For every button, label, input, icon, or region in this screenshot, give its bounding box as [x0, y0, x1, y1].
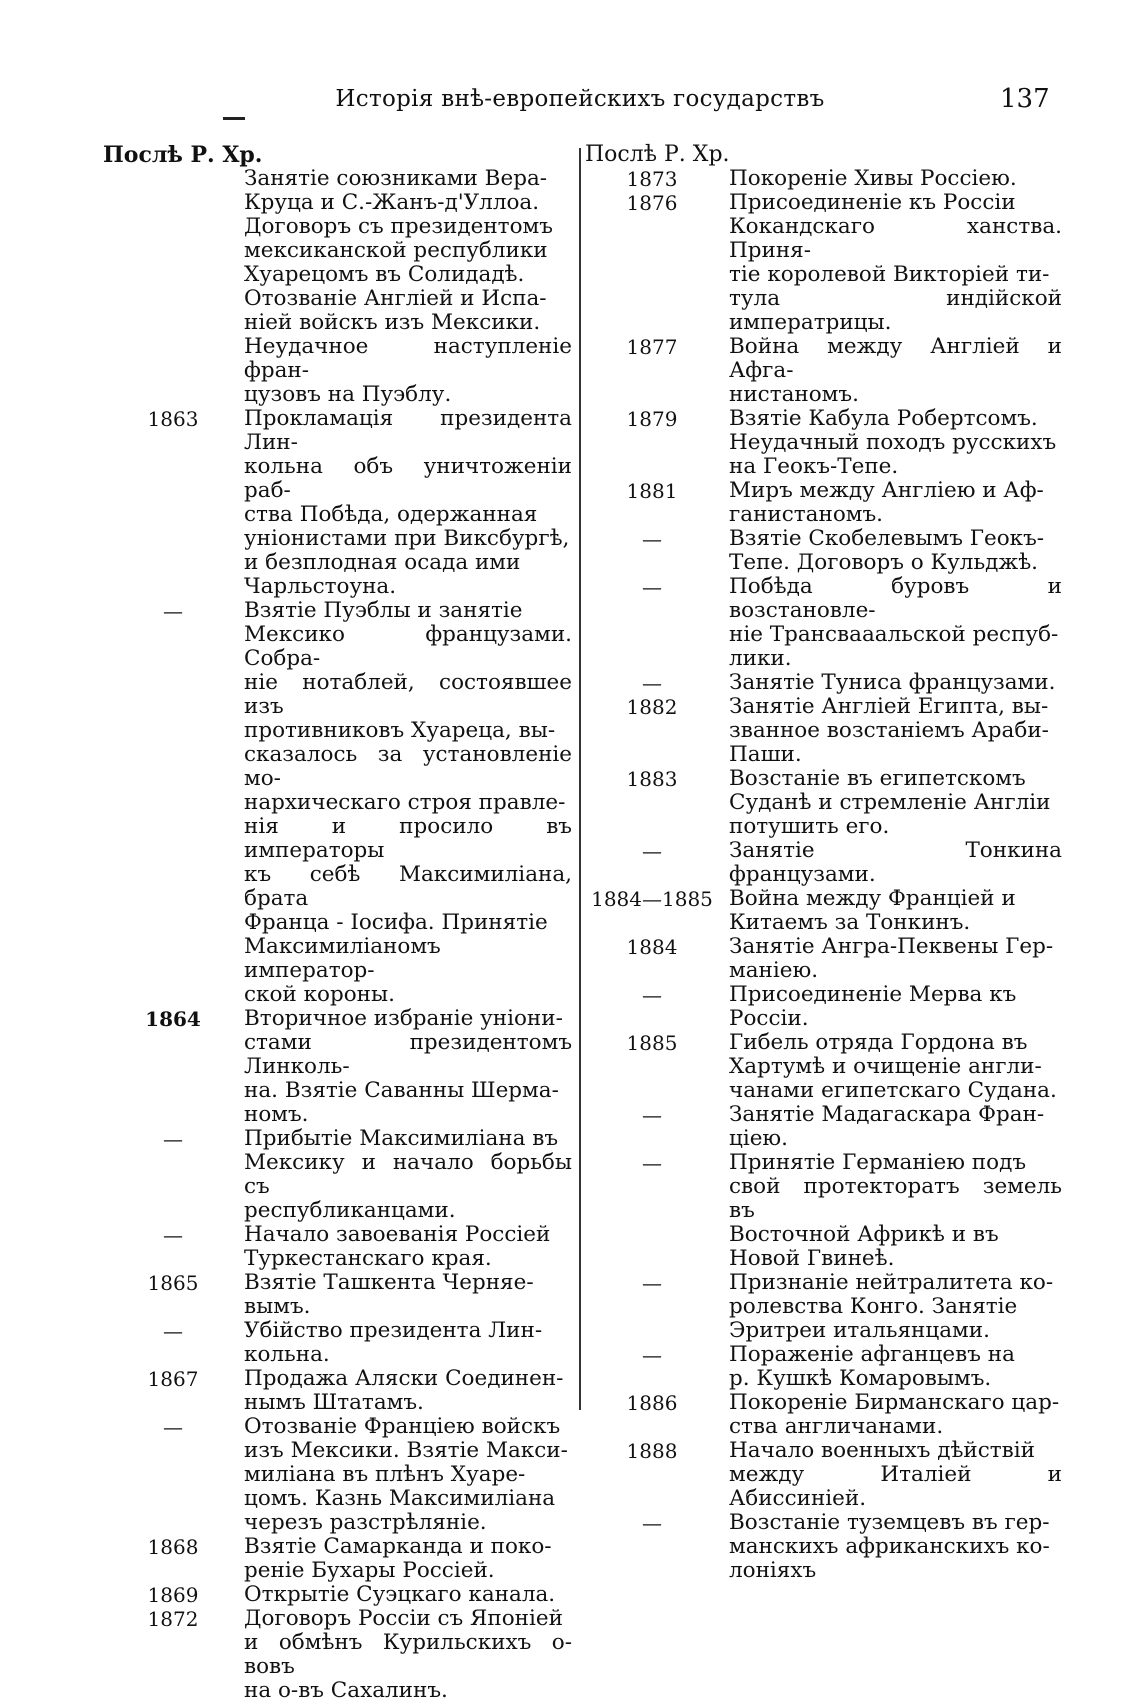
text-line: Покореніе Хивы Россіею. — [729, 166, 1017, 191]
text-line: Миръ между Англіею и Аф- — [729, 478, 1044, 503]
timeline-entry — [585, 527, 1063, 575]
right-column — [585, 143, 1063, 1583]
timeline-entry — [585, 935, 1063, 983]
text-line: тула индійской императрицы. — [729, 286, 1062, 335]
text-line: Занятіе Англіей Египта, вы- — [729, 694, 1049, 719]
entry-date: 1881 — [626, 479, 678, 503]
text-line: Продажа Аляски Соединен- — [244, 1366, 564, 1391]
left-entries — [103, 167, 575, 1703]
text-line: Начало завоеванія Россіей — [244, 1222, 551, 1247]
text-line: Война между Англіей и Афга- — [729, 334, 1062, 383]
left-column-title: Послѣ Р. Хр. — [103, 142, 263, 168]
running-title: Исторія внѣ-европейскихъ государствъ — [335, 86, 825, 112]
timeline-entry — [103, 1271, 575, 1319]
text-line: Прокламація президента Лин- — [244, 406, 572, 455]
entry-date: 1879 — [626, 407, 678, 431]
text-line: Мексико французами. Собра- — [244, 622, 572, 671]
entry-date: 1882 — [626, 695, 678, 719]
timeline-entry — [103, 1535, 575, 1583]
timeline-entry — [585, 1271, 1063, 1343]
text-line: ганистаномъ. — [729, 502, 884, 527]
text-line: кольна. — [244, 1342, 330, 1367]
text-line: Возстаніе въ египетскомъ — [729, 766, 1026, 791]
entry-text — [729, 1271, 1062, 1343]
entry-date: 1886 — [626, 1391, 678, 1415]
entry-text — [729, 167, 1062, 191]
text-line: Покореніе Бирманскаго цар- — [729, 1390, 1060, 1415]
timeline-entry — [585, 1103, 1063, 1151]
entry-text — [729, 1103, 1062, 1151]
entry-text — [729, 695, 1062, 767]
entry-text — [729, 1439, 1062, 1511]
entry-date: — — [163, 1319, 183, 1343]
entry-text — [729, 527, 1062, 575]
entry-text — [729, 479, 1062, 527]
text-line: Занятіе союзниками Вера- — [244, 166, 548, 191]
text-line: нымъ Штатамъ. — [244, 1390, 424, 1415]
text-line: Паши. — [729, 742, 802, 767]
text-line: нархическаго строя правле- — [244, 790, 566, 815]
timeline-entry — [585, 1343, 1063, 1391]
text-line: Франца - Іосифа. Принятіе — [244, 910, 548, 935]
text-line: ніей войскъ изъ Мексики. — [244, 310, 541, 335]
text-line: Война между Франціей и — [729, 886, 1016, 911]
entry-text — [244, 1223, 572, 1271]
entry-text — [729, 1031, 1062, 1103]
text-line: Вторичное избраніе уніони- — [244, 1006, 563, 1031]
text-line: Хартумѣ и очищеніе англи- — [729, 1054, 1042, 1079]
entry-date: — — [163, 1415, 183, 1439]
text-line: къ себѣ Максимиліана, брата — [244, 862, 572, 911]
text-line: Договоръ съ президентомъ — [244, 214, 553, 239]
entry-text — [729, 407, 1062, 479]
timeline-entry — [585, 671, 1063, 695]
right-entries — [585, 167, 1063, 1583]
timeline-entry — [585, 695, 1063, 767]
text-line: званное возстаніемъ Араби- — [729, 718, 1049, 743]
entry-text — [244, 407, 572, 599]
text-line: Максимиліаномъ император- — [244, 934, 441, 983]
text-line: Признаніе нейтралитета ко- — [729, 1270, 1054, 1295]
timeline-entry — [585, 983, 1063, 1031]
entry-text — [729, 1391, 1062, 1439]
text-line: сказалось за установленіе мо- — [244, 742, 572, 791]
entry-date: — — [642, 1511, 662, 1535]
text-line: Отозваніе Франціею войскъ — [244, 1414, 561, 1439]
text-line: миліана въ плѣнъ Хуаре- — [244, 1462, 526, 1487]
timeline-entry — [585, 191, 1063, 335]
timeline-entry — [585, 1031, 1063, 1103]
text-line: и безплодная осада ими — [244, 550, 521, 575]
text-line: Взятіе Скобелевымъ Геокъ- — [729, 526, 1045, 551]
timeline-entry — [103, 1319, 575, 1367]
entry-date: — — [642, 1151, 662, 1175]
entry-date: 1884—1885 — [591, 887, 713, 911]
entry-text — [244, 1583, 572, 1607]
text-line: лоніяхъ — [729, 1558, 817, 1583]
timeline-entry — [585, 839, 1063, 887]
timeline-entry — [585, 1151, 1063, 1271]
entry-text — [729, 335, 1062, 407]
text-line: ціею. — [729, 1126, 788, 1151]
text-line: свой протекторатъ земель въ — [729, 1174, 1062, 1223]
entry-text — [244, 1319, 572, 1367]
entry-date: 1865 — [147, 1271, 199, 1295]
text-line: Взятіе Ташкента Черняе- — [244, 1270, 534, 1295]
text-line: Тепе. Договоръ о Кульджѣ. — [729, 550, 1038, 575]
entry-date: 1873 — [626, 167, 678, 191]
text-line: Возстаніе туземцевъ въ гер- — [729, 1510, 1050, 1535]
text-line: Начало военныхъ дѣйствій — [729, 1438, 1035, 1463]
print-mark — [223, 117, 245, 120]
text-line: Суданѣ и стремленіе Англіи — [729, 790, 1051, 815]
entry-text — [244, 1271, 572, 1319]
text-line: Эритреи итальянцами. — [729, 1318, 990, 1343]
text-line: потушить его. — [729, 814, 890, 839]
text-line: нія и просило въ императоры — [244, 814, 572, 863]
text-line: Туркестанскаго края. — [244, 1246, 492, 1271]
timeline-entry — [585, 1439, 1063, 1511]
text-line: ства англичанами. — [729, 1414, 944, 1439]
text-line: Присоединеніе къ Россіи — [729, 190, 1016, 215]
entry-text — [729, 191, 1062, 335]
timeline-entry — [103, 1223, 575, 1271]
entry-date: — — [642, 1271, 662, 1295]
entry-date: — — [642, 983, 662, 1007]
timeline-entry — [103, 1607, 575, 1703]
text-line: ства Побѣда, одержанная — [244, 502, 538, 527]
text-line: Неудачный походъ русскихъ — [729, 430, 1057, 455]
text-line: между Италіей и Абиссиніей. — [729, 1462, 1062, 1511]
text-line: Взятіе Пуэблы и занятіе — [244, 598, 523, 623]
text-line: лики. — [729, 646, 792, 671]
entry-text — [729, 983, 1062, 1031]
text-line: Мексику и начало борьбы съ — [244, 1150, 572, 1199]
timeline-entry — [585, 1511, 1063, 1583]
entry-date: 1884 — [626, 935, 678, 959]
text-line: Убійство президента Лин- — [244, 1318, 543, 1343]
text-line: Взятіе Самарканда и поко- — [244, 1534, 552, 1559]
text-line: уніонистами при Виксбургѣ, — [244, 526, 570, 551]
entry-text — [729, 1511, 1062, 1583]
text-line: мексиканской республики — [244, 238, 548, 263]
text-line: стами президентомъ Линколь- — [244, 1030, 572, 1079]
text-line: тіе королевой Викторіей ти- — [729, 262, 1050, 287]
entry-date: 1888 — [626, 1439, 678, 1463]
text-line: реніе Бухары Россіей. — [244, 1558, 495, 1583]
entry-date: 1867 — [147, 1367, 199, 1391]
timeline-entry — [585, 407, 1063, 479]
entry-date: 1868 — [147, 1535, 199, 1559]
text-line: Неудачное наступленіе фран- — [244, 334, 572, 383]
entry-text — [244, 1607, 572, 1703]
entry-date: — — [642, 1103, 662, 1127]
text-line: Отозваніе Англіей и Испа- — [244, 286, 547, 311]
right-column-title: Послѣ Р. Хр. — [585, 142, 730, 167]
timeline-entry — [103, 1127, 575, 1223]
text-line: Занятіе Мадагаскара Фран- — [729, 1102, 1045, 1127]
entry-text — [729, 767, 1062, 839]
timeline-entry — [103, 167, 575, 407]
text-line: манскихъ африканскихъ ко- — [729, 1534, 1050, 1559]
text-line: республиканцами. — [244, 1198, 456, 1223]
entry-date: 1885 — [626, 1031, 678, 1055]
entry-date: — — [642, 527, 662, 551]
left-column — [103, 143, 575, 1703]
text-line: Хуарецомъ въ Солидадѣ. — [244, 262, 525, 287]
text-line: Побѣда буровъ и возстановле- — [729, 574, 1062, 623]
entry-text — [729, 935, 1062, 983]
entry-text — [244, 1127, 572, 1223]
entry-date: — — [642, 671, 662, 695]
text-line: Принятіе Германіею подъ — [729, 1150, 1027, 1175]
entry-text — [244, 599, 572, 1007]
text-line: противниковъ Хуареца, вы- — [244, 718, 556, 743]
text-line: Прибытіе Максимиліана въ — [244, 1126, 559, 1151]
text-line: маніею. — [729, 958, 819, 983]
entry-text — [244, 1367, 572, 1415]
text-line: Занятіе Туниса французами. — [729, 670, 1056, 695]
timeline-entry — [585, 335, 1063, 407]
text-line: Присоединеніе Мерва къ — [729, 982, 1017, 1007]
page-number: 137 — [1000, 84, 1050, 114]
timeline-entry — [103, 1415, 575, 1535]
text-line: кольна объ уничтоженіи раб- — [244, 454, 572, 503]
entry-text — [244, 1415, 572, 1535]
entry-date: 1872 — [147, 1607, 199, 1631]
text-line: изъ Мексики. Взятіе Макси- — [244, 1438, 568, 1463]
text-line: ской короны. — [244, 982, 395, 1007]
entry-text — [729, 671, 1062, 695]
text-line: вымъ. — [244, 1294, 311, 1319]
text-line: Кокандскаго ханства. Приня- — [729, 214, 1062, 263]
text-line: Восточной Африкѣ и въ — [729, 1222, 999, 1247]
text-line: Россіи. — [729, 1006, 809, 1031]
entry-date: 1883 — [626, 767, 678, 791]
text-line: Занятіе Ангра-Пеквены Гер- — [729, 934, 1054, 959]
text-line: Договоръ Россіи съ Японіей — [244, 1606, 563, 1631]
text-line: Гибель отряда Гордона въ — [729, 1030, 1028, 1055]
entry-date: 1863 — [147, 407, 199, 431]
entry-date: — — [642, 839, 662, 863]
text-line: Новой Гвинеѣ. — [729, 1246, 895, 1271]
text-line: Взятіе Кабула Робертсомъ. — [729, 406, 1038, 431]
text-line: и обмѣнъ Курильскихъ о-вовъ — [244, 1630, 572, 1679]
text-line: цомъ. Казнь Максимиліана — [244, 1486, 556, 1511]
entry-date: — — [163, 1223, 183, 1247]
entry-text — [244, 1007, 572, 1127]
timeline-entry — [103, 1007, 575, 1127]
entry-date: — — [642, 575, 662, 599]
entry-date: 1876 — [626, 191, 678, 215]
entry-text — [244, 167, 572, 407]
timeline-entry — [585, 767, 1063, 839]
text-line: черезъ разстрѣляніе. — [244, 1510, 487, 1535]
timeline-entry — [585, 1391, 1063, 1439]
text-line: на о-въ Сахалинъ. — [244, 1678, 448, 1703]
text-line: ніе нотаблей, состоявшее изъ — [244, 670, 572, 719]
entry-date: — — [163, 599, 183, 623]
text-line: цузовъ на Пуэблу. — [244, 382, 452, 407]
timeline-entry — [585, 575, 1063, 671]
entry-text — [244, 1535, 572, 1583]
text-line: чанами египетскаго Судана. — [729, 1078, 1057, 1103]
text-line: Открытіе Суэцкаго канала. — [244, 1582, 556, 1607]
entry-text — [729, 575, 1062, 671]
text-line: Чарльстоуна. — [244, 574, 397, 599]
timeline-entry — [103, 599, 575, 1007]
entry-date: 1864 — [145, 1007, 201, 1031]
text-line: ніе Трансвааальской респуб- — [729, 622, 1059, 647]
timeline-entry — [103, 1583, 575, 1607]
entry-date: 1877 — [626, 335, 678, 359]
text-line: Круца и С.-Жанъ-д'Уллоа. — [244, 190, 540, 215]
text-line: Занятіе Тонкина французами. — [729, 838, 1062, 887]
timeline-entry — [103, 1367, 575, 1415]
text-line: на. Взятіе Саванны Шерма- — [244, 1078, 559, 1103]
entry-text — [729, 887, 1062, 935]
entry-text — [729, 839, 1062, 887]
text-line: Китаемъ за Тонкинъ. — [729, 910, 971, 935]
text-line: р. Кушкѣ Комаровымъ. — [729, 1366, 992, 1391]
timeline-entry — [585, 479, 1063, 527]
text-line: номъ. — [244, 1102, 309, 1127]
entry-text — [729, 1151, 1062, 1271]
text-line: нистаномъ. — [729, 382, 859, 407]
text-line: на Геокъ-Тепе. — [729, 454, 899, 479]
timeline-entry — [585, 887, 1063, 935]
text-line: Пораженіе афганцевъ на — [729, 1342, 1015, 1367]
timeline-entry — [103, 407, 575, 599]
entry-date: 1869 — [147, 1583, 199, 1607]
text-line: ролевства Конго. Занятіе — [729, 1294, 1018, 1319]
entry-date: — — [163, 1127, 183, 1151]
entry-date: — — [642, 1343, 662, 1367]
entry-text — [729, 1343, 1062, 1391]
timeline-entry — [585, 167, 1063, 191]
column-divider — [579, 148, 581, 1410]
